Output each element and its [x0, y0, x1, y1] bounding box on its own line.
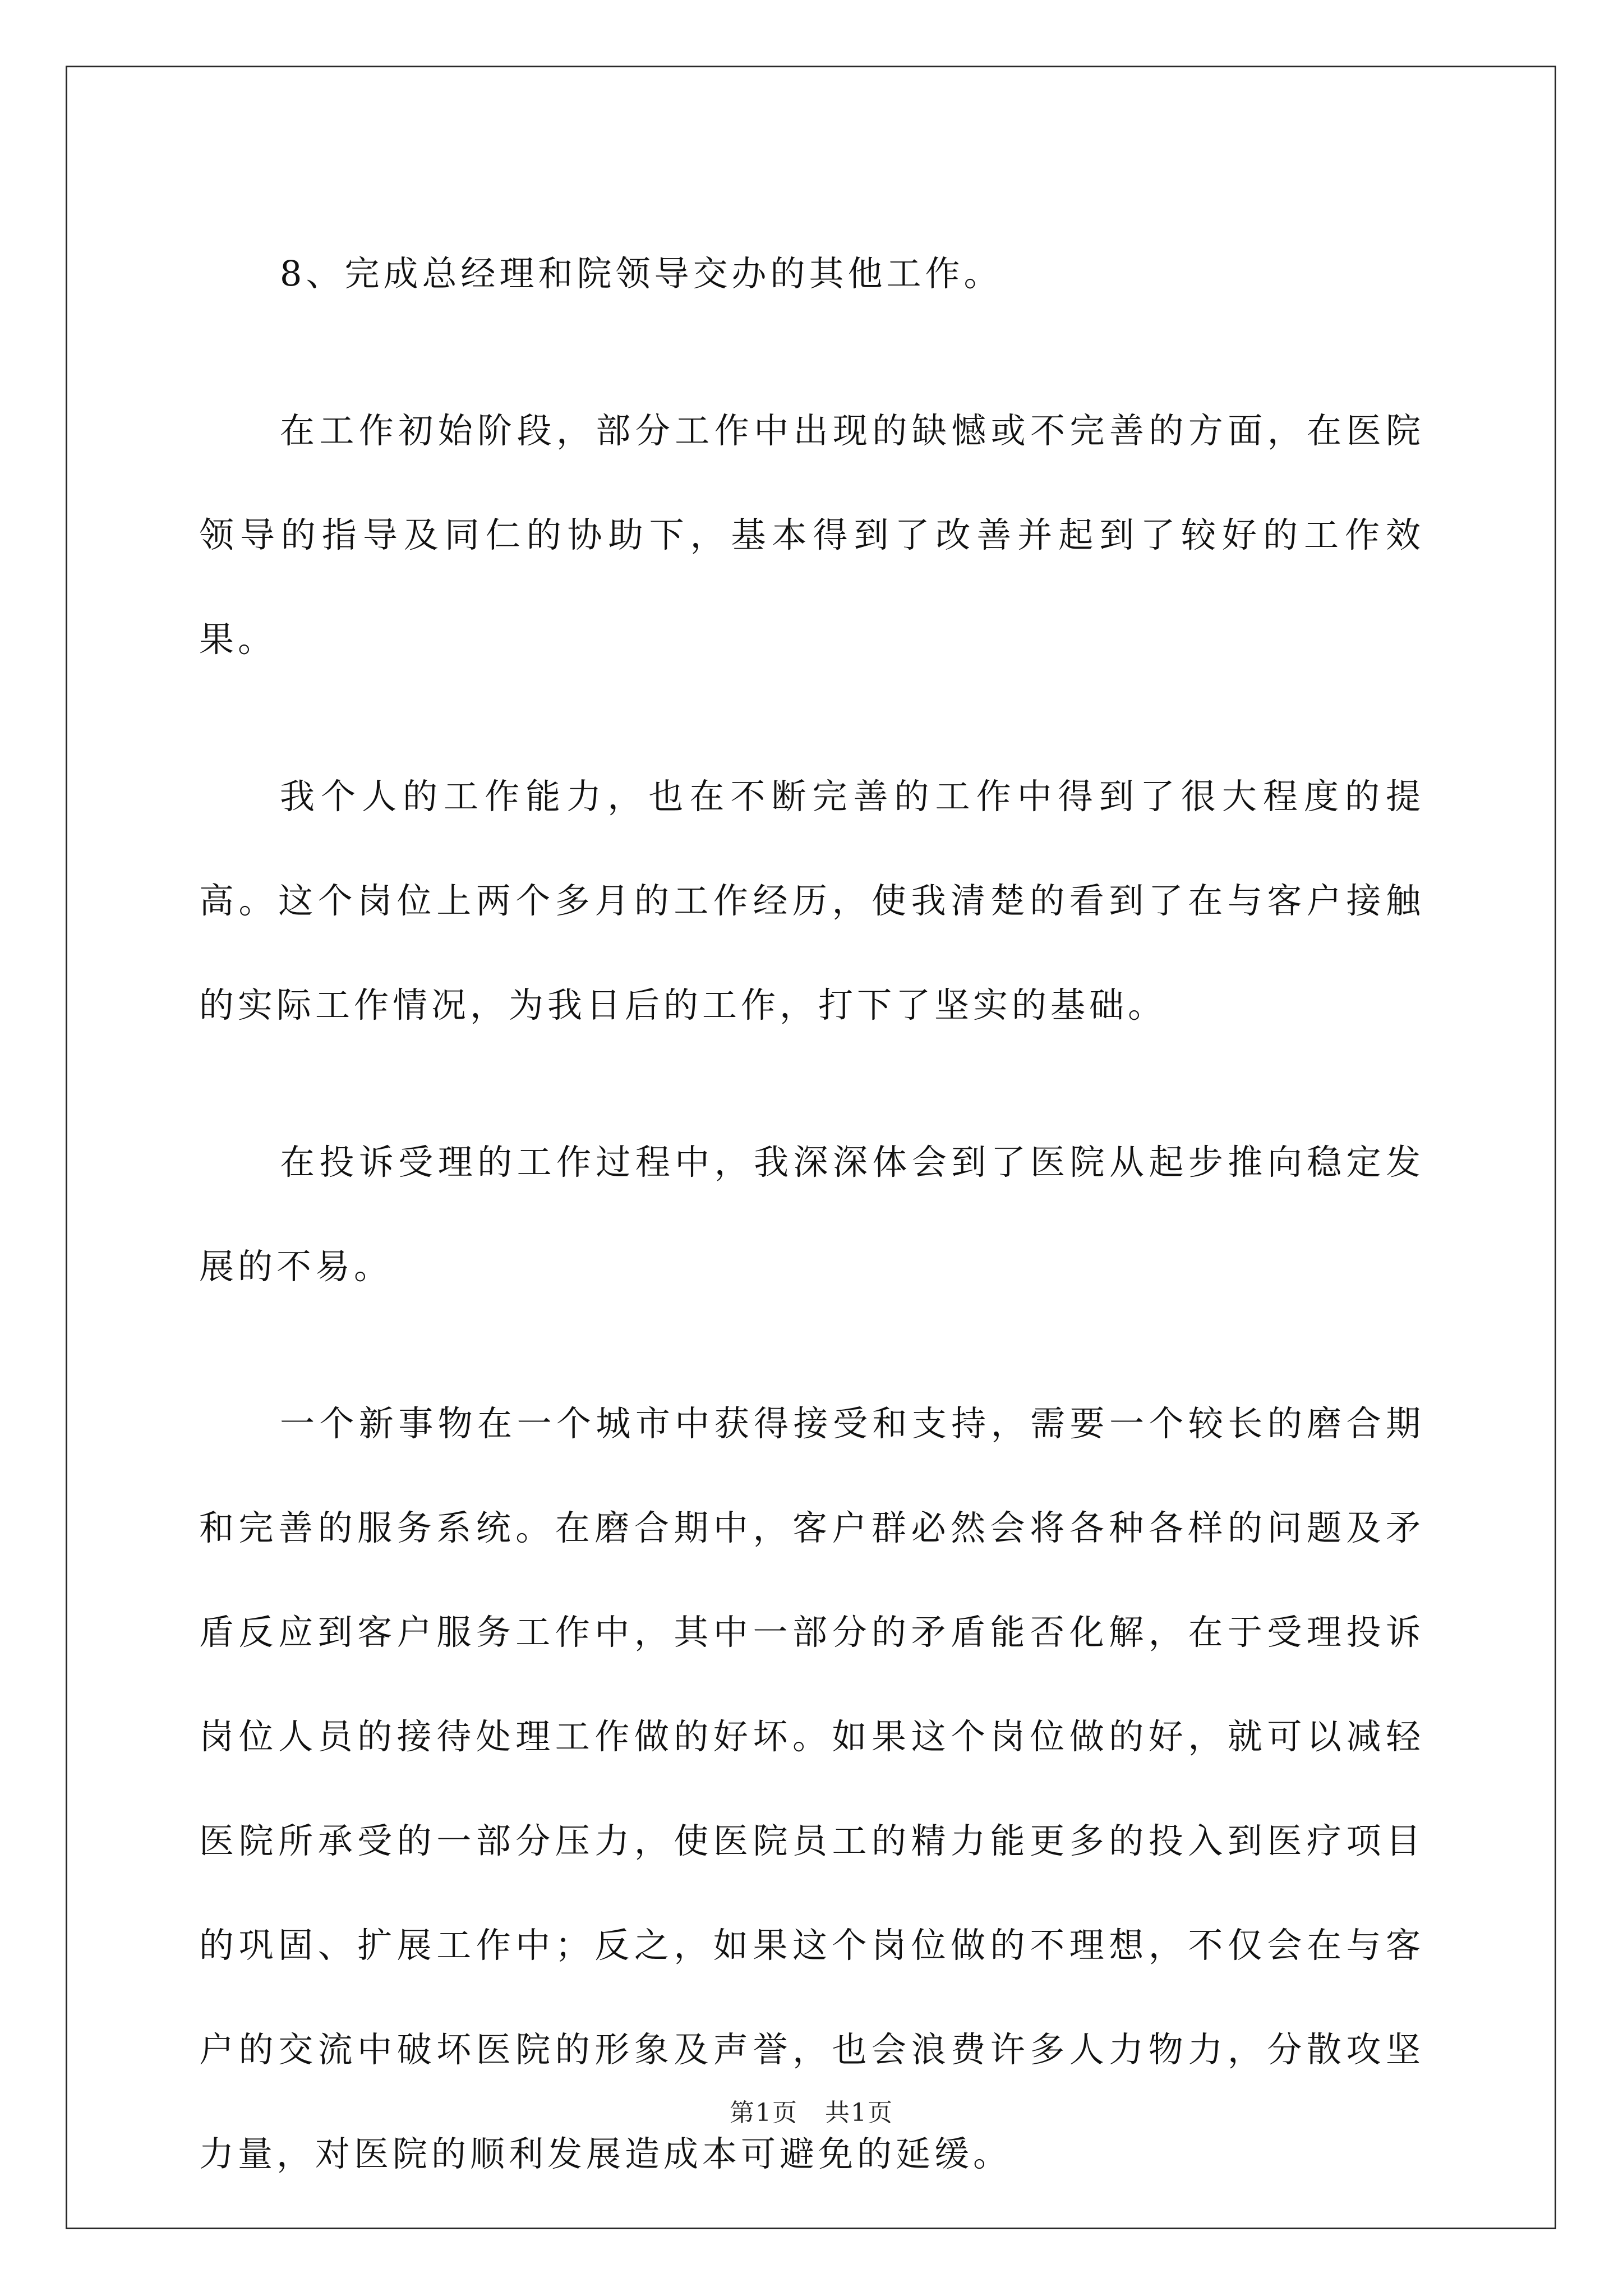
paragraph-5: 一个新事物在一个城市中获得接受和支持，需要一个较长的磨合期和完善的服务系统。在磨合期中，客户群必然会将各种各样的问题及矛盾反应到客户服务工作中，其中一部分的矛盾能否化解，在于受理投诉岗位人员的接待处理工作做的好坏。如果这个岗位做的好，就可以减轻医院所承受的一部分压力，使医院员工的精力能更多的投入到医疗项目的巩固、扩展工作中；反之，如果这个岗位做的不理想，不仅会在与客户的交流中破坏医院的形象及声誉，也会浪费许多人力物力，分散攻坚力量，对医院的顺利发展造成本可避免的延缓。: [199, 1403, 1424, 2174]
paragraph-1: 8、完成总经理和院领导交办的其他工作。: [280, 253, 1003, 294]
paragraph-2: 在工作初始阶段，部分工作中出现的缺憾或不完善的方面，在医院领导的指导及同仁的协助下，基本得到了改善并起到了较好的工作效果。: [199, 410, 1424, 660]
page-footer: 第1页 共1页: [730, 2099, 893, 2127]
paragraph-3: 我个人的工作能力，也在不断完善的工作中得到了很大程度的提高。这个岗位上两个多月的工作经历，使我清楚的看到了在与客户接触的实际工作情况，为我日后的工作，打下了坚实的基础。: [199, 776, 1424, 1025]
document-body: [199, 222, 1424, 2259]
paragraph-4: 在投诉受理的工作过程中，我深深体会到了医院从起步推向稳定发展的不易。: [199, 1142, 1424, 1287]
